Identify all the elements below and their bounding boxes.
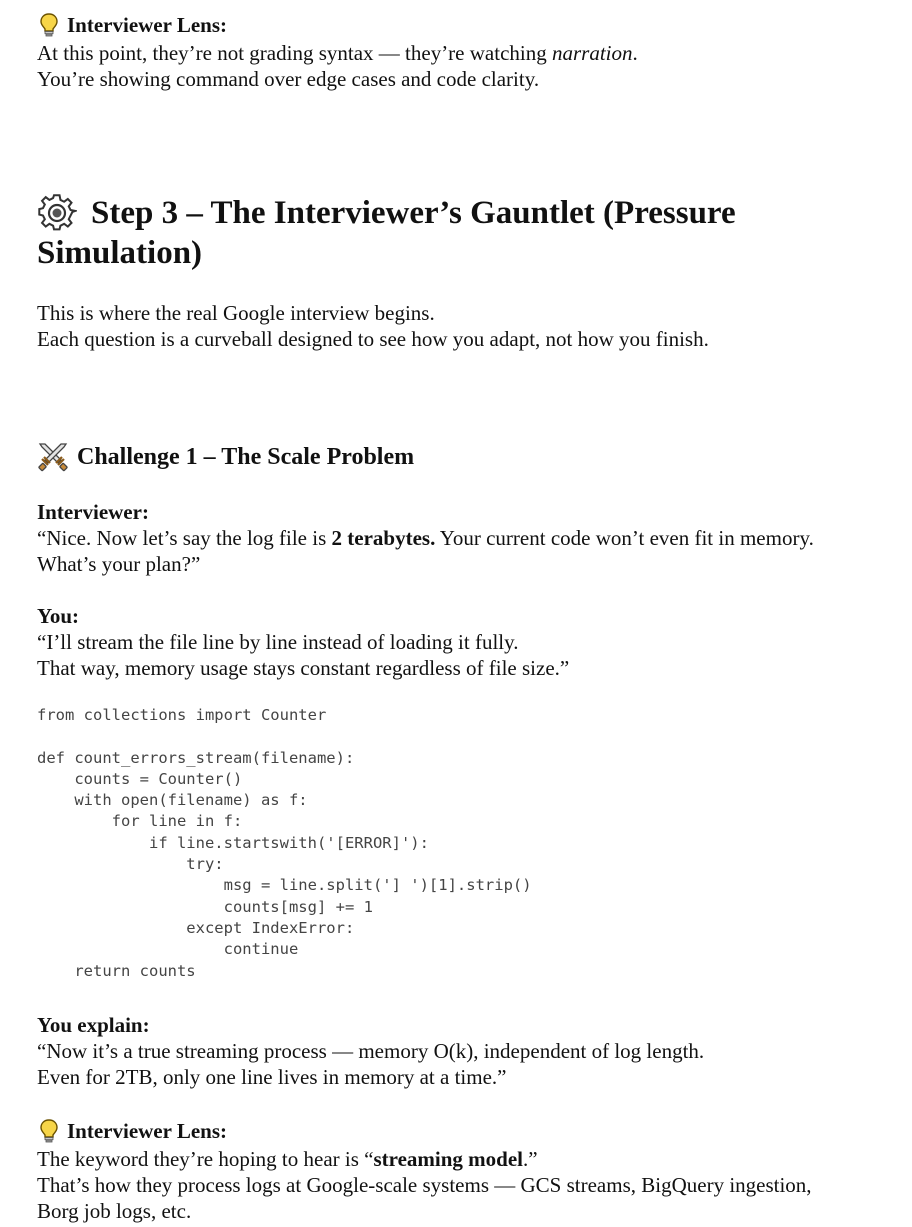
interviewer-label: Interviewer: [37,500,149,524]
crossed-swords-icon [37,441,69,473]
lightbulb-icon [37,1118,61,1144]
lens-text-1: At this point, they’re not grading syntax — they’re watching narration. [37,41,638,65]
lens-title: Interviewer Lens: [67,12,227,37]
lens-heading-2 [37,1118,227,1144]
step-title-line1: Step 3 – The Interviewer’s Gauntlet (Pressure [91,195,736,231]
you-line-1: “I’ll stream the file line by line instead of loading it fully. [37,630,519,654]
step-heading [37,193,736,233]
explain-label: You explain: [37,1013,150,1037]
code-block: from collections import Counter def count_errors_stream(filename): counts = Counter() with open(filename) as f: for line in f: if line.startswith('[ERROR]'): try: msg = line.split('] ')[1].strip() counts[msg] += 1 except IndexError: continue return counts [37,706,532,980]
lens2-line-1: The keyword they’re hoping to hear is “streaming model.” [37,1147,538,1171]
lens-heading [37,12,227,38]
challenge-heading [37,441,414,473]
explain-line-2: Even for 2TB, only one line lives in memory at a time.” [37,1065,507,1089]
lens-text-2: You’re showing command over edge cases and code clarity. [37,67,540,91]
explain-line-1: “Now it’s a true streaming process — memory O(k), independent of log length. [37,1039,705,1063]
lightbulb-icon [37,12,61,38]
interviewer-line-2: What’s your plan?” [37,552,201,576]
intro-line-1: This is where the real Google interview begins. [37,301,435,325]
challenge-title: Challenge 1 – The Scale Problem [77,444,415,470]
step-title-line2: Simulation) [37,235,203,271]
lens2-line-2: That’s how they process logs at Google-scale systems — GCS streams, BigQuery ingestion, [37,1173,812,1197]
you-line-2: That way, memory usage stays constant regardless of file size.” [37,656,570,680]
lens2-line-3: Borg job logs, etc. [37,1199,192,1223]
interviewer-line-1: “Nice. Now let’s say the log file is 2 terabytes. Your current code won’t even fit in memory. [37,526,814,550]
gear-icon [37,193,77,233]
you-label: You: [37,604,80,628]
intro-line-2: Each question is a curveball designed to see how you adapt, not how you finish. [37,327,709,351]
lens-title-2: Interviewer Lens: [67,1118,227,1143]
